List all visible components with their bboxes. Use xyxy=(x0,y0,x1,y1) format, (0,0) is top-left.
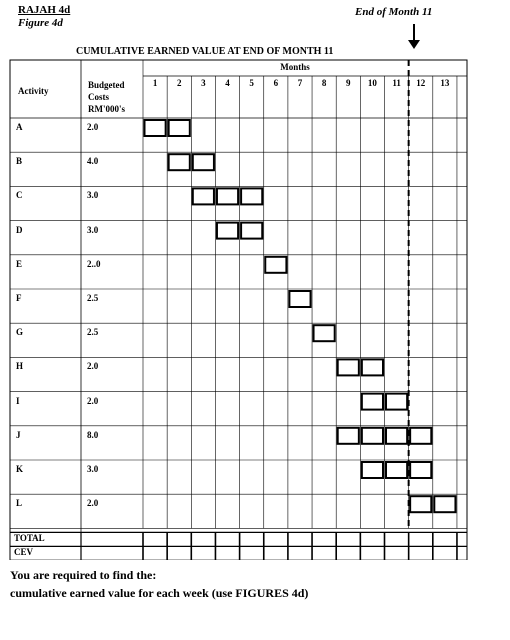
month-label: 12 xyxy=(416,78,426,88)
month-label: 9 xyxy=(346,78,351,88)
activity-month-box xyxy=(386,462,407,478)
month-label: 5 xyxy=(249,78,254,88)
activity-month-box xyxy=(434,496,455,512)
month-label: 6 xyxy=(273,78,279,88)
activity-month-box xyxy=(362,359,383,375)
activity-month-box xyxy=(169,120,190,136)
activity-month-box xyxy=(386,428,407,444)
question-line-2: cumulative earned value for each week (use FIGURES 4d) xyxy=(10,586,309,600)
cev-label: CEV xyxy=(14,547,34,558)
month-label: 2 xyxy=(176,78,182,88)
activity-month-box xyxy=(338,428,359,444)
activity-month-box xyxy=(241,188,262,204)
activity-label: F xyxy=(16,293,22,303)
figure-label: Figure 4d xyxy=(18,17,63,29)
activity-month-box xyxy=(362,394,383,410)
month-label: 7 xyxy=(297,78,303,88)
activity-month-box xyxy=(193,154,214,170)
activity-month-box xyxy=(314,325,335,341)
activity-month-box xyxy=(169,154,190,170)
table-frame xyxy=(10,60,467,560)
rajah-label: RAJAH 4d xyxy=(18,4,71,16)
cost-value: 3.0 xyxy=(87,224,99,235)
month-label: 4 xyxy=(225,78,230,88)
activity-month-box xyxy=(410,496,431,512)
months-header: Months xyxy=(280,62,310,72)
activity-label: B xyxy=(16,156,23,167)
month-label: 13 xyxy=(440,78,450,88)
activity-label: A xyxy=(16,122,23,132)
activity-label: I xyxy=(16,395,20,406)
activity-label: G xyxy=(16,327,24,338)
total-label: TOTAL xyxy=(14,533,45,544)
activity-month-box xyxy=(289,291,310,307)
activity-label: K xyxy=(16,464,24,474)
activity-month-box xyxy=(338,359,359,375)
cost-value: 2.0 xyxy=(87,395,99,406)
month-label: 10 xyxy=(367,78,377,88)
budget-header: Costs xyxy=(88,92,110,102)
question-line-1: You are required to find the: xyxy=(10,568,157,582)
budget-header: RM'000's xyxy=(88,104,125,114)
cost-value: 3.0 xyxy=(87,190,99,201)
activity-month-box xyxy=(217,223,238,239)
activity-label: C xyxy=(16,190,23,201)
activity-month-box xyxy=(265,257,286,273)
chart-title: CUMULATIVE EARNED VALUE AT END OF MONTH 11 xyxy=(76,46,334,57)
activity-month-box xyxy=(145,120,166,136)
activity-label: L xyxy=(16,498,23,509)
month-label: 3 xyxy=(201,78,206,88)
activity-label: H xyxy=(16,361,24,372)
budget-header: Budgeted xyxy=(88,80,125,90)
cost-value: 4.0 xyxy=(87,156,99,167)
cost-value: 2.5 xyxy=(87,327,99,338)
cost-value: 2.5 xyxy=(87,293,99,303)
cost-value: 2.0 xyxy=(87,122,99,132)
activity-header: Activity xyxy=(18,86,49,96)
activity-label: J xyxy=(16,429,21,440)
cost-value: 2..0 xyxy=(87,258,101,269)
activity-label: E xyxy=(16,258,23,269)
cost-value: 2.0 xyxy=(87,361,99,372)
end-month-label: End of Month 11 xyxy=(355,6,433,18)
activity-label: D xyxy=(16,224,23,235)
activity-month-box xyxy=(362,428,383,444)
activity-month-box xyxy=(410,462,431,478)
activity-month-box xyxy=(193,188,214,204)
month-label: 1 xyxy=(152,78,158,88)
activity-month-box xyxy=(241,223,262,239)
activity-month-box xyxy=(410,428,431,444)
cost-value: 3.0 xyxy=(87,464,99,474)
activity-month-box xyxy=(217,188,238,204)
month-label: 11 xyxy=(392,78,401,88)
cost-value: 2.0 xyxy=(87,498,99,509)
cost-value: 8.0 xyxy=(87,429,99,440)
activity-month-box xyxy=(362,462,383,478)
month-label: 8 xyxy=(321,78,327,88)
activity-month-box xyxy=(386,394,407,410)
